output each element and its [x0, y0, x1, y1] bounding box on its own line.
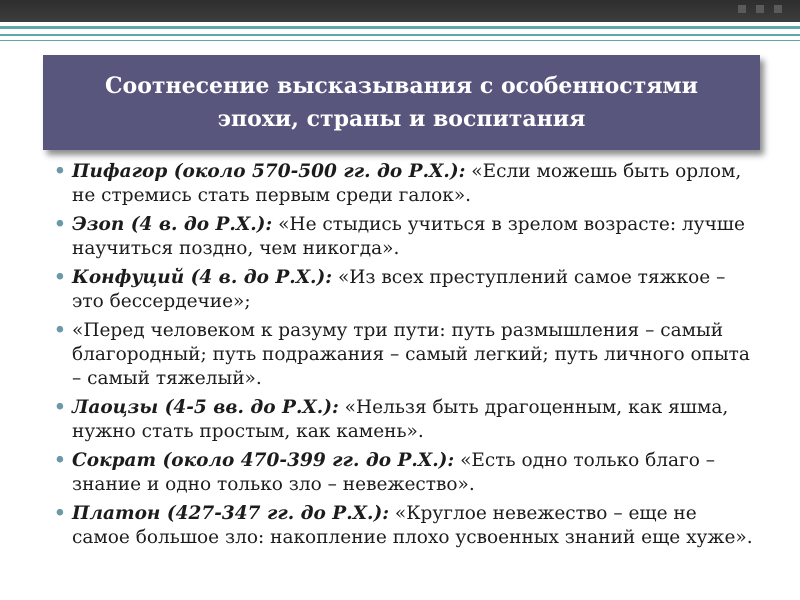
- list-item: [52, 319, 760, 391]
- list-item: [52, 396, 760, 444]
- author-name: Лаоцзы (4-5 вв. до Р.Х.):: [72, 397, 339, 418]
- accent-rule: [0, 26, 800, 29]
- author-name: Конфуций (4 в. до Р.Х.):: [72, 267, 333, 288]
- list-item: [52, 266, 760, 314]
- square-decoration: [756, 5, 764, 13]
- accent-rule: [0, 34, 800, 36]
- slide-title-box: [43, 55, 760, 150]
- accent-rule: [0, 40, 800, 41]
- author-name: Эзоп (4 в. до Р.Х.):: [72, 214, 273, 235]
- quotes-list: [52, 160, 760, 555]
- list-item: [52, 213, 760, 261]
- list-item: [52, 502, 760, 550]
- quote-text: «Перед человеком к разуму три пути: путь размышления – самый благородный; путь подражания – самый легкий; путь личного опыта – самый тяжелый».: [72, 320, 750, 389]
- top-bar: [0, 0, 800, 22]
- author-name: Пифагор (около 570-500 гг. до Р.Х.):: [72, 161, 466, 182]
- square-decoration: [774, 5, 782, 13]
- slide-title: Соотнесение высказывания с особенностями эпохи, страны и воспитания: [105, 72, 698, 132]
- quote-text: «Есть одно только благо – знание и одно только зло – невежество».: [72, 450, 716, 495]
- quote-text: «Если можешь быть орлом, не стремись стать первым среди галок».: [72, 161, 742, 206]
- list-item: [52, 449, 760, 497]
- quote-text: «Нельзя быть драгоценным, как яшма, нужно стать простым, как камень».: [72, 397, 729, 442]
- list-item: [52, 160, 760, 208]
- quote-text: «Круглое невежество – еще не самое большое зло: накопление плохо усвоенных знаний еще хуже».: [72, 503, 753, 548]
- author-name: Сократ (около 470-399 гг. до Р.Х.):: [72, 450, 455, 471]
- quote-text: «Не стыдись учиться в зрелом возрасте: лучше научиться поздно, чем никогда».: [72, 214, 745, 259]
- decorative-squares: [738, 5, 782, 13]
- author-name: Платон (427-347 гг. до Р.Х.):: [72, 503, 390, 524]
- quote-text: «Из всех преступлений самое тяжкое – это бессердечие»;: [72, 267, 726, 312]
- square-decoration: [738, 5, 746, 13]
